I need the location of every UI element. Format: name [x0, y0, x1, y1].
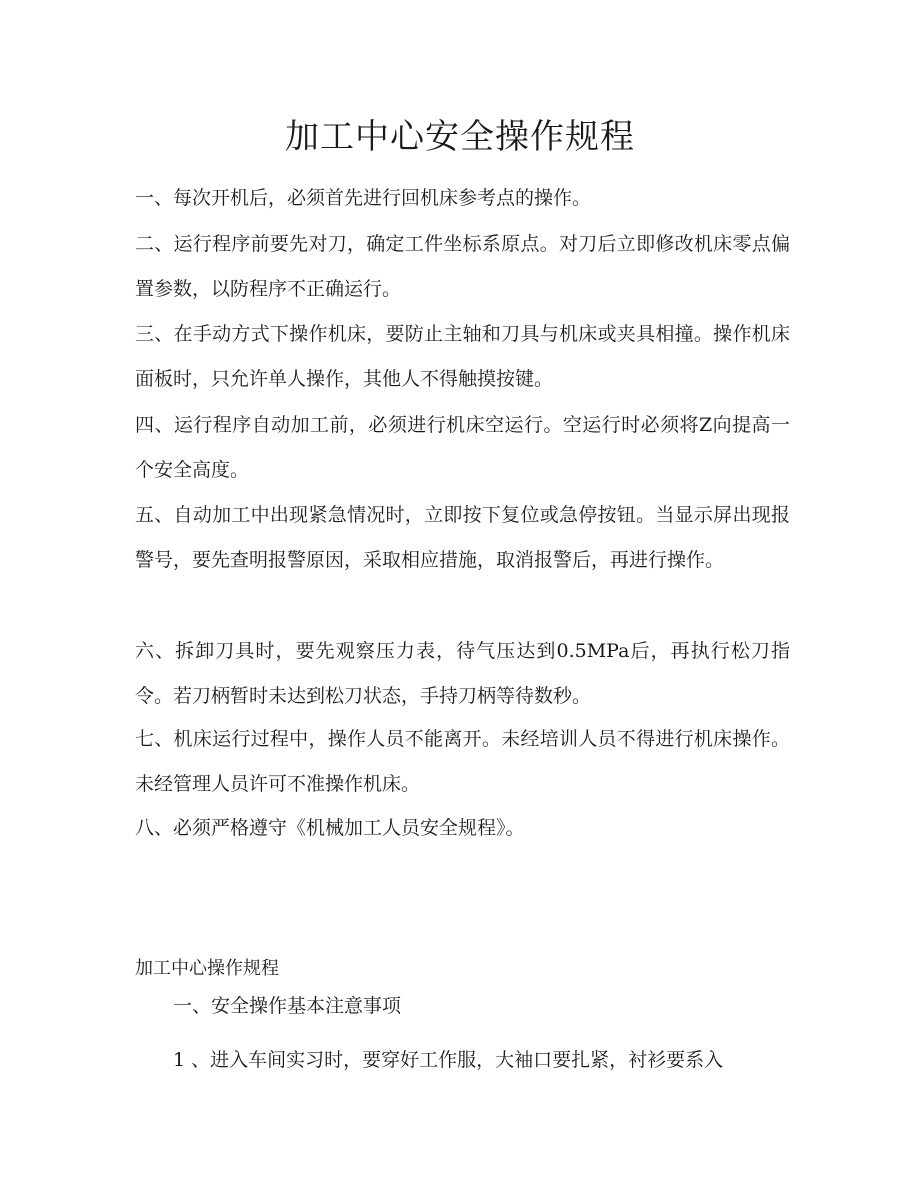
rule-8: 八、必须严格遵守《机械加工人员安全规程》。 — [135, 817, 525, 839]
rule-4: 四、运行程序自动加工前，必须进行机床空运行。空运行时必须将Z向提高一个安全高度。 — [135, 414, 790, 481]
document-title: 加工中心安全操作规程 — [285, 117, 635, 157]
rule-2: 二、运行程序前要先对刀，确定工件坐标系原点。对刀后立即修改机床零点偏置参数，以防程序不正确运行。 — [135, 233, 790, 300]
rule-3: 三、在手动方式下操作机床，要防止主轴和刀具与机床或夹具相撞。操作机床面板时，只允许单人操作，其他人不得触摸按键。 — [135, 323, 790, 390]
second-document-title: 加工中心操作规程 — [135, 958, 279, 979]
rule-7: 七、机床运行过程中，操作人员不能离开。未经培训人员不得进行机床操作。未经管理人员许可不准操作机床。 — [135, 728, 790, 795]
rule-6: 六、拆卸刀具时，要先观察压力表，待气压达到0.5MPa后，再执行松刀指令。若刀柄暂时未达到松刀状态，手持刀柄等待数秒。 — [135, 640, 790, 707]
section-heading: 一、安全操作基本注意事项 — [173, 995, 402, 1017]
rule-5: 五、自动加工中出现紧急情况时，立即按下复位或急停按钮。当显示屏出现报警号，要先查明报警原因，采取相应措施，取消报警后，再进行操作。 — [135, 504, 790, 571]
list-item: 1 、进入车间实习时，要穿好工作服，大袖口要扎紧，衬衫要系入 — [173, 1049, 724, 1071]
rule-1: 一、每次开机后，必须首先进行回机床参考点的操作。 — [135, 187, 592, 209]
